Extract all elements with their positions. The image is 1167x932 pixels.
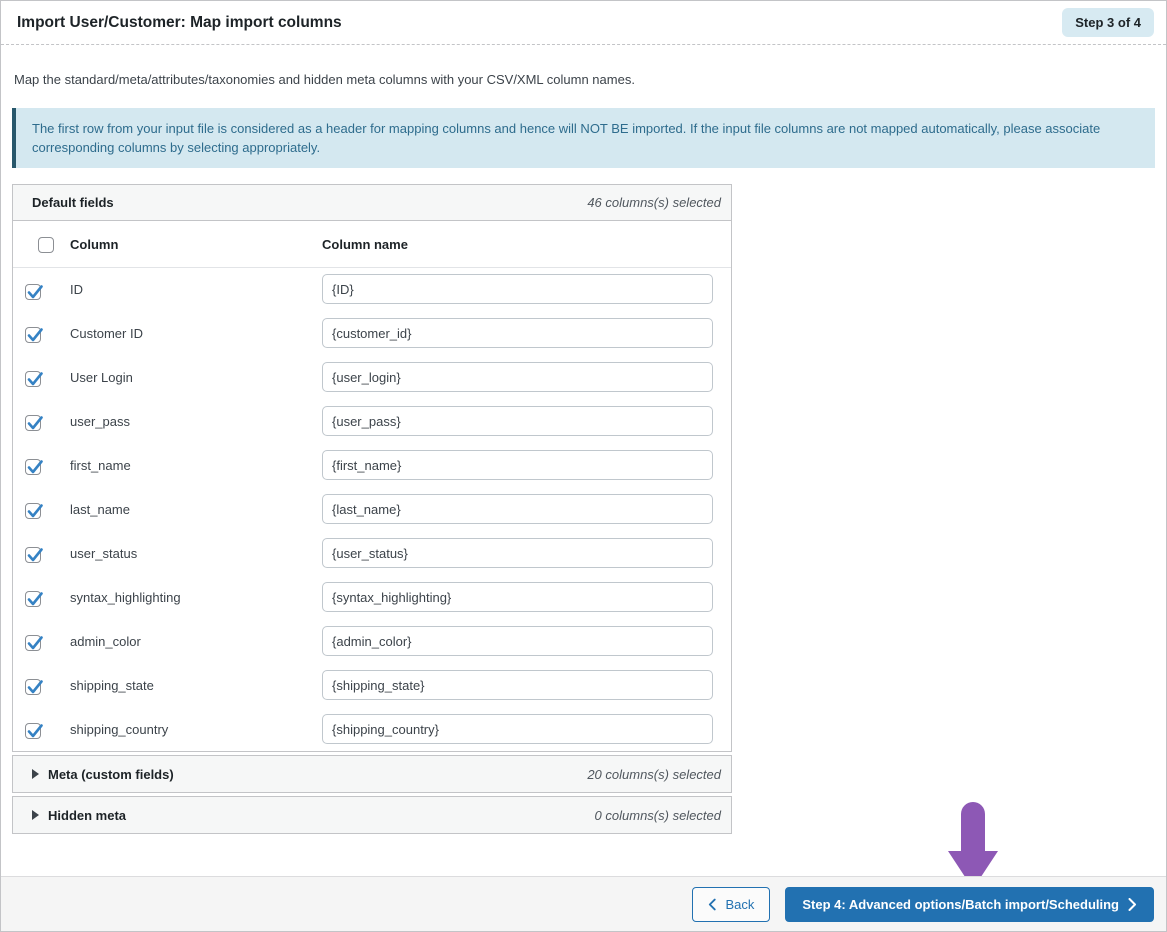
row-checkbox[interactable] <box>25 635 41 651</box>
default-fields-selected-count: 46 columns(s) selected <box>587 195 721 210</box>
row-checkbox[interactable] <box>25 547 41 563</box>
table-row <box>13 443 731 487</box>
table-row <box>13 399 731 443</box>
column-label: admin_color <box>70 633 141 649</box>
table-row <box>13 663 731 707</box>
row-checkbox[interactable] <box>25 284 41 300</box>
table-row <box>13 355 731 399</box>
column-label: ID <box>70 281 83 297</box>
row-checkbox[interactable] <box>25 679 41 695</box>
default-fields-header[interactable] <box>13 185 731 221</box>
table-header-row <box>13 221 731 267</box>
expand-triangle-icon <box>32 769 39 779</box>
column-name-input[interactable] <box>322 318 713 348</box>
table-row <box>13 311 731 355</box>
step-indicator-badge: Step 3 of 4 <box>1062 8 1154 37</box>
info-notice: The first row from your input file is considered as a header for mapping columns and hence will NOT BE imported. If the input file columns are not mapped automatically, please associate corresponding columns by selecting appropriately. <box>12 108 1155 168</box>
mapping-description: Map the standard/meta/attributes/taxonomies and hidden meta columns with your CSV/XML column names. <box>14 72 635 87</box>
column-name-input[interactable] <box>322 406 713 436</box>
row-checkbox[interactable] <box>25 371 41 387</box>
step4-next-button-label: Step 4: Advanced options/Batch import/Scheduling <box>802 896 1119 912</box>
check-icon <box>25 369 45 389</box>
column-header: Column <box>70 221 322 267</box>
check-icon <box>25 545 45 565</box>
column-label: syntax_highlighting <box>70 589 181 605</box>
column-mapping-table <box>13 221 731 751</box>
column-label: User Login <box>70 369 133 385</box>
row-checkbox[interactable] <box>25 723 41 739</box>
column-name-input[interactable] <box>322 450 713 480</box>
table-row <box>13 575 731 619</box>
row-checkbox[interactable] <box>25 327 41 343</box>
column-label: user_pass <box>70 413 130 429</box>
select-all-checkbox[interactable] <box>38 237 54 253</box>
chevron-left-icon <box>708 898 716 911</box>
column-name-header: Column name <box>322 221 731 267</box>
check-icon <box>25 721 45 741</box>
hidden-meta-selected-count: 0 columns(s) selected <box>594 807 721 823</box>
table-row <box>13 487 731 531</box>
meta-custom-fields-title: Meta (custom fields) <box>48 766 174 782</box>
column-name-input[interactable] <box>322 626 713 656</box>
meta-custom-fields-selected-count: 20 columns(s) selected <box>587 766 721 782</box>
table-row <box>13 619 731 663</box>
check-icon <box>25 589 45 609</box>
mapping-area <box>12 184 732 834</box>
back-button[interactable] <box>692 887 770 922</box>
row-checkbox[interactable] <box>25 459 41 475</box>
default-fields-section <box>12 184 732 752</box>
column-name-input[interactable] <box>322 582 713 612</box>
table-body <box>13 267 731 751</box>
check-icon <box>25 677 45 697</box>
column-label: user_status <box>70 545 138 561</box>
table-row <box>13 531 731 575</box>
check-icon <box>25 413 45 433</box>
column-label: first_name <box>70 457 131 473</box>
back-button-label: Back <box>725 896 755 912</box>
expand-triangle-icon <box>32 810 39 820</box>
default-fields-title: Default fields <box>32 195 114 210</box>
check-icon <box>25 282 45 302</box>
table-row <box>13 267 731 311</box>
table-row <box>13 707 731 751</box>
column-name-input[interactable] <box>322 538 713 568</box>
wizard-footer <box>1 876 1166 931</box>
page-header <box>1 1 1166 45</box>
check-icon <box>25 457 45 477</box>
hidden-meta-title: Hidden meta <box>48 807 127 823</box>
column-label: shipping_country <box>70 721 169 737</box>
check-icon <box>25 325 45 345</box>
column-name-input[interactable] <box>322 714 713 744</box>
column-name-input[interactable] <box>322 670 713 700</box>
column-label: last_name <box>70 501 130 517</box>
check-icon <box>25 501 45 521</box>
column-label: Customer ID <box>70 325 143 341</box>
row-checkbox[interactable] <box>25 415 41 431</box>
column-name-input[interactable] <box>322 362 713 392</box>
meta-custom-fields-section <box>12 755 732 793</box>
column-name-input[interactable] <box>322 494 713 524</box>
step4-next-button[interactable] <box>785 887 1154 922</box>
page-title: Import User/Customer: Map import columns <box>17 13 342 31</box>
hidden-meta-header[interactable] <box>13 797 731 833</box>
meta-custom-fields-header[interactable] <box>13 756 731 792</box>
column-name-input[interactable] <box>322 274 713 304</box>
row-checkbox[interactable] <box>25 591 41 607</box>
check-icon <box>25 633 45 653</box>
row-checkbox[interactable] <box>25 503 41 519</box>
chevron-right-icon <box>1128 898 1137 911</box>
column-label: shipping_state <box>70 677 154 693</box>
hidden-meta-section <box>12 796 732 834</box>
